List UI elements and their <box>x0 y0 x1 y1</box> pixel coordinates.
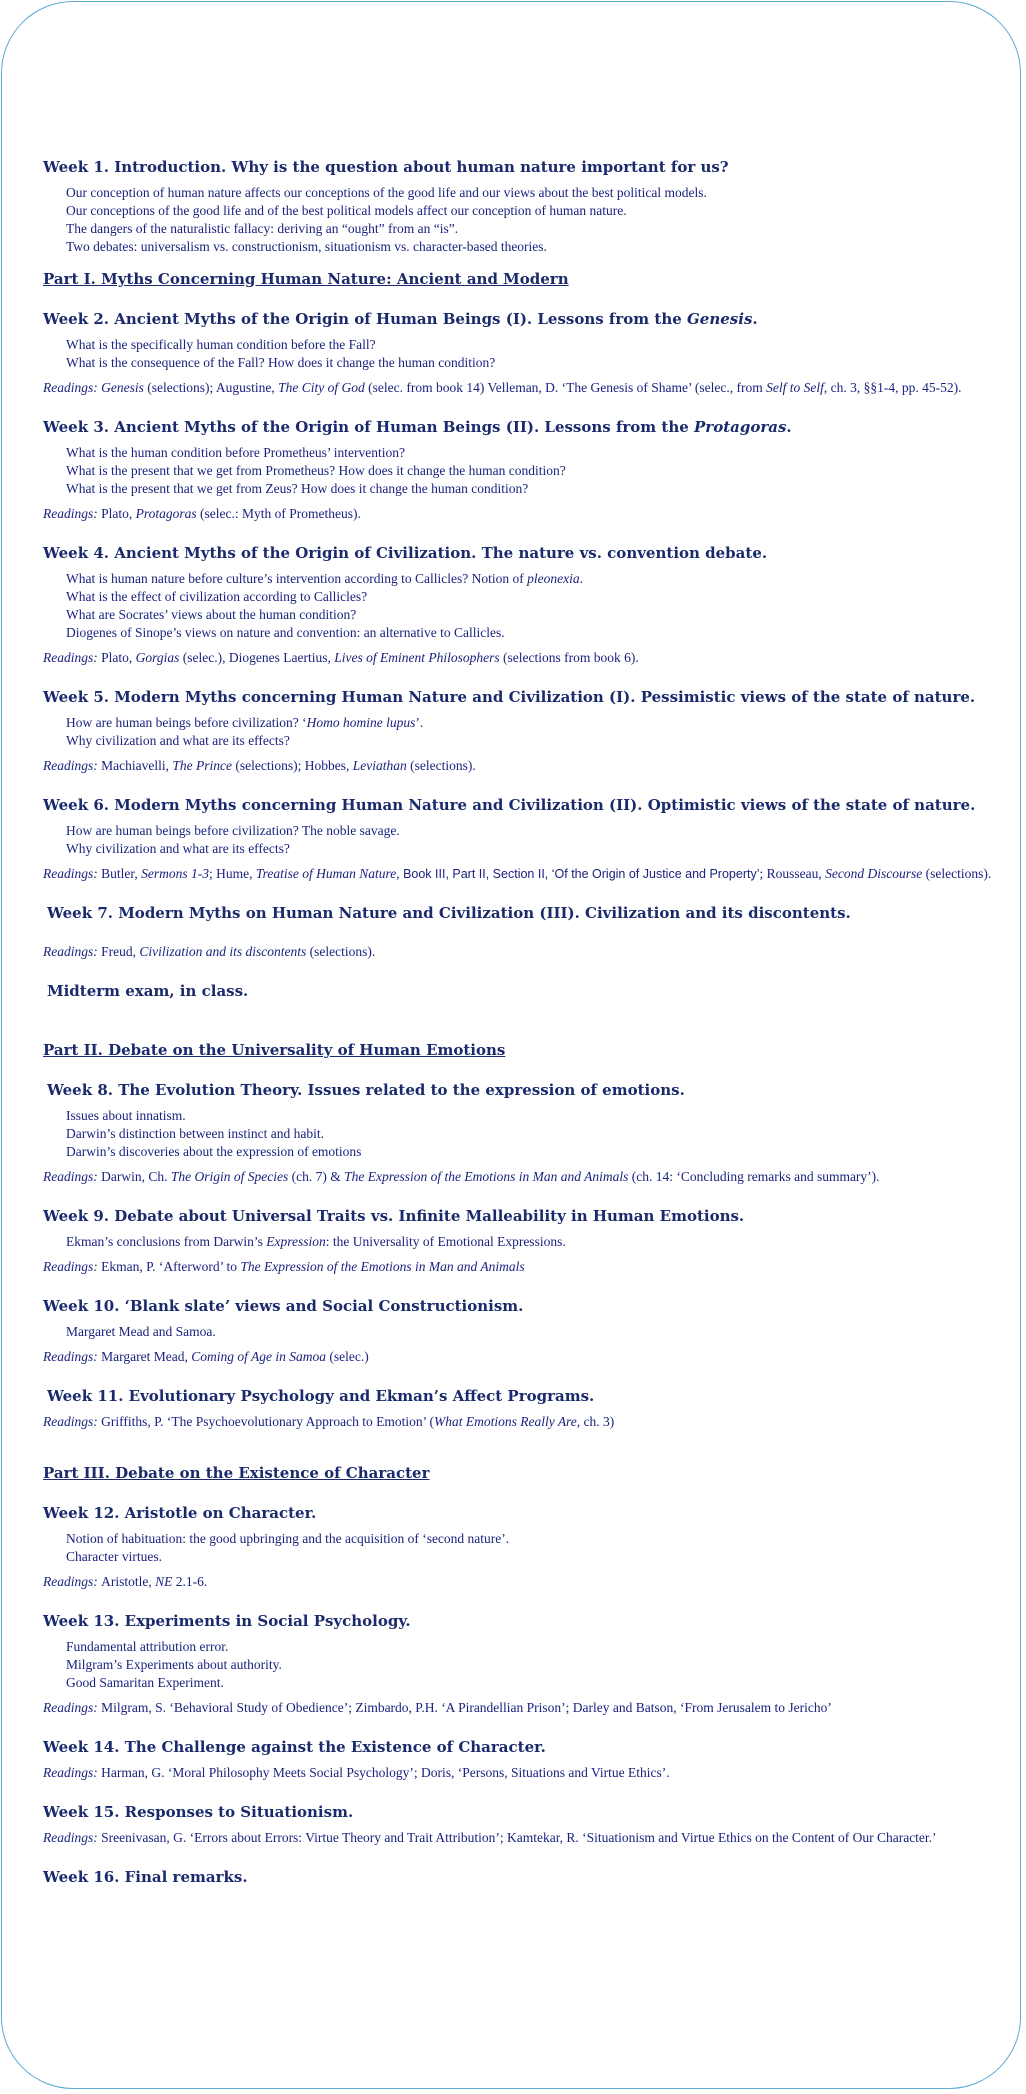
part-1-heading: Part I. Myths Concerning Human Nature: Ancient and Modern <box>43 270 569 288</box>
week-12-readings: Readings: Aristotle, NE 2.1-6. <box>43 1574 208 1589</box>
week-13-readings: Readings: Milgram, S. ‘Behavioral Study of Obedience’; Zimbardo, P.H. ‘A Pirandellian Prison’; Darley and Batson, ‘From Jerusalem to Jericho’ <box>43 1700 832 1715</box>
week-15-readings: Readings: Sreenivasan, G. ‘Errors about Errors: Virtue Theory and Trait Attribution’; Kamtekar, R. ‘Situationism and Virtue Ethics on the Content of Our Character.’ <box>43 1830 937 1845</box>
week-13-question-2: Milgram’s Experiments about authority. <box>66 1657 282 1672</box>
week-1-question-1: Our conception of human nature affects our conceptions of the good life and our views about the best political models. <box>66 185 707 200</box>
week-10-question-1: Margaret Mead and Samoa. <box>66 1324 216 1339</box>
week-9-heading: Week 9. Debate about Universal Traits vs. Infinite Malleability in Human Emotions. <box>43 1207 745 1225</box>
week-10-heading: Week 10. ‘Blank slate’ views and Social Constructionism. <box>43 1297 524 1315</box>
week-12-question-1: Notion of habituation: the good upbringing and the acquisition of ‘second nature’. <box>66 1531 510 1546</box>
week-2-readings: Readings: Genesis (selections); Augustine, The City of God (selec. from book 14) Velleman, D. ‘The Genesis of Shame’ (selec., from Self to Self, ch. 3, §§1-4, pp. 45-52). <box>43 380 962 395</box>
week-7-heading: Week 7. Modern Myths on Human Nature and Civilization (III). Civilization and its discontents. <box>47 904 851 922</box>
week-16-heading: Week 16. Final remarks. <box>43 1868 248 1886</box>
week-9-question-1: Ekman’s conclusions from Darwin’s Expression: the Universality of Emotional Expressions. <box>66 1234 566 1249</box>
week-2-question-1: What is the specifically human condition before the Fall? <box>66 337 376 352</box>
week-8-readings: Readings: Darwin, Ch. The Origin of Species (ch. 7) & The Expression of the Emotions in Man and Animals (ch. 14: ‘Concluding remarks and summary’). <box>43 1169 880 1184</box>
week-1-heading: Week 1. Introduction. Why is the question about human nature important for us? <box>43 158 729 176</box>
syllabus-schedule <box>43 157 993 1894</box>
week-13-heading: Week 13. Experiments in Social Psychology. <box>43 1612 411 1630</box>
week-4-readings: Readings: Plato, Gorgias (selec.), Diogenes Laertius, Lives of Eminent Philosophers (selections from book 6). <box>43 650 639 665</box>
week-14-readings: Readings: Harman, G. ‘Moral Philosophy Meets Social Psychology’; Doris, ‘Persons, Situations and Virtue Ethics’. <box>43 1765 670 1780</box>
week-3-question-2: What is the present that we get from Prometheus? How does it change the human condition? <box>66 463 566 478</box>
week-4-question-2: What is the effect of civilization according to Callicles? <box>66 589 368 604</box>
week-3-question-3: What is the present that we get from Zeus? How does it change the human condition? <box>66 481 529 496</box>
week-7-readings: Readings: Freud, Civilization and its discontents (selections). <box>43 944 376 959</box>
week-6-heading: Week 6. Modern Myths concerning Human Nature and Civilization (II). Optimistic views of the state of nature. <box>43 796 976 814</box>
week-2-heading: Week 2. Ancient Myths of the Origin of Human Beings (I). Lessons from the Genesis. <box>43 310 758 328</box>
week-3-readings: Readings: Plato, Protagoras (selec.: Myth of Prometheus). <box>43 506 361 521</box>
week-5-question-2: Why civilization and what are its effects? <box>66 733 290 748</box>
week-4-question-4: Diogenes of Sinope’s views on nature and convention: an alternative to Callicles. <box>66 625 505 640</box>
part-3-heading: Part III. Debate on the Existence of Character <box>43 1464 430 1482</box>
week-4-heading: Week 4. Ancient Myths of the Origin of Civilization. The nature vs. convention debate. <box>43 544 768 562</box>
midterm-heading: Midterm exam, in class. <box>47 982 249 1000</box>
week-9-readings: Readings: Ekman, P. ‘Afterword’ to The Expression of the Emotions in Man and Animals <box>43 1259 525 1274</box>
week-6-question-1: How are human beings before civilization? The noble savage. <box>66 823 400 838</box>
week-11-readings: Readings: Griffiths, P. ‘The Psychoevolutionary Approach to Emotion’ (What Emotions Really Are, ch. 3) <box>43 1414 615 1429</box>
week-3-heading: Week 3. Ancient Myths of the Origin of Human Beings (II). Lessons from the Protagoras. <box>43 418 792 436</box>
week-11-heading: Week 11. Evolutionary Psychology and Ekman’s Affect Programs. <box>47 1387 595 1405</box>
week-8-question-1: Issues about innatism. <box>66 1108 186 1123</box>
week-13-question-3: Good Samaritan Experiment. <box>66 1675 224 1690</box>
week-6-readings: Readings: Butler, Sermons 1-3; Hume, Treatise of Human Nature, Book III, Part II, Section II, ‘Of the Origin of Justice and Property’; Rousseau, Second Discourse (selections). <box>43 866 992 881</box>
part-2-heading: Part II. Debate on the Universality of Human Emotions <box>43 1041 506 1059</box>
week-6-question-2: Why civilization and what are its effects? <box>66 841 290 856</box>
week-5-readings: Readings: Machiavelli, The Prince (selections); Hobbes, Leviathan (selections). <box>43 758 476 773</box>
week-3-question-1: What is the human condition before Prometheus’ intervention? <box>66 445 406 460</box>
week-4-question-3: What are Socrates’ views about the human condition? <box>66 607 357 622</box>
week-2-question-2: What is the consequence of the Fall? How does it change the human condition? <box>66 355 496 370</box>
week-12-heading: Week 12. Aristotle on Character. <box>43 1504 317 1522</box>
week-5-question-1: How are human beings before civilization? ‘Homo homine lupus’. <box>66 715 424 730</box>
week-1-question-3: The dangers of the naturalistic fallacy: deriving an “ought” from an “is”. <box>66 221 459 236</box>
week-8-heading: Week 8. The Evolution Theory. Issues related to the expression of emotions. <box>47 1081 685 1099</box>
week-10-readings: Readings: Margaret Mead, Coming of Age in Samoa (selec.) <box>43 1349 369 1364</box>
week-15-heading: Week 15. Responses to Situationism. <box>43 1803 354 1821</box>
week-12-question-2: Character virtues. <box>66 1549 162 1564</box>
week-1-question-4: Two debates: universalism vs. constructionism, situationism vs. character-based theories. <box>66 239 547 254</box>
week-1-question-2: Our conceptions of the good life and of the best political models affect our conception of human nature. <box>66 203 627 218</box>
week-8-question-2: Darwin’s distinction between instinct and habit. <box>66 1126 324 1141</box>
week-13-question-1: Fundamental attribution error. <box>66 1639 229 1654</box>
week-14-heading: Week 14. The Challenge against the Existence of Character. <box>43 1738 546 1756</box>
week-5-heading: Week 5. Modern Myths concerning Human Nature and Civilization (I). Pessimistic views of the state of nature. <box>43 688 976 706</box>
week-4-question-1: What is human nature before culture’s intervention according to Callicles? Notion of pleonexia. <box>66 571 583 586</box>
week-8-question-3: Darwin’s discoveries about the expression of emotions <box>66 1144 362 1159</box>
